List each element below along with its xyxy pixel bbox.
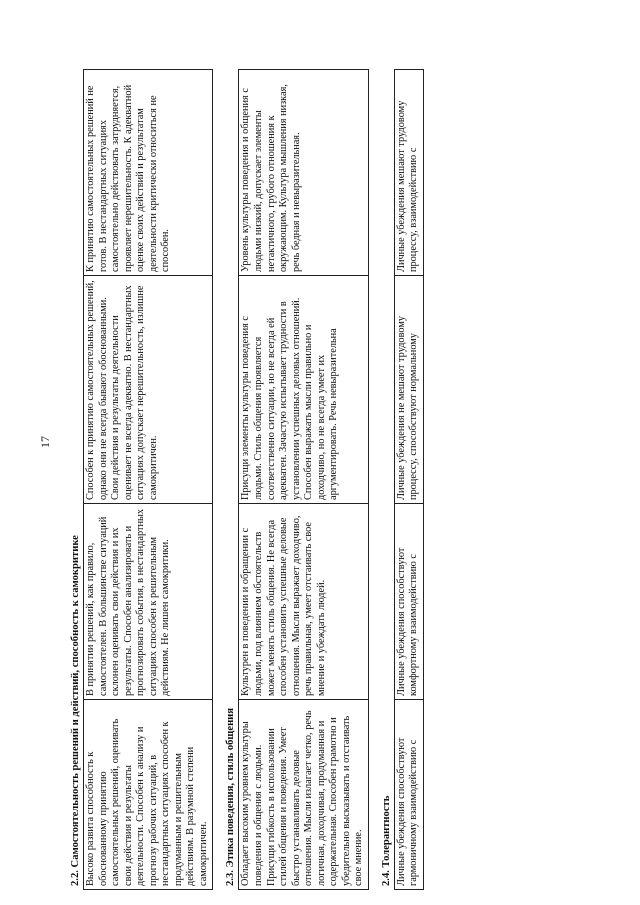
table-row <box>239 70 368 890</box>
table-cell: Высоко развита способность к обоснованному принятию самостоятельных решений, оценивать свои действия и результаты деятельности. Способен к анализу и прогнозу рабочих ситуаций, в нестандартных ситуациях способен к продуманным и решительным действиям. В разумной степени самокритичен. <box>84 700 213 890</box>
table-cell: К принятию самостоятельных решений не готов. В нестандартных ситуациях самостоятельно действовать затрудняется, проявляет нерешительность. К адекватной оценке своих действий и результатам деятельности критически относиться не способен. <box>84 70 213 276</box>
table-row <box>84 70 213 890</box>
section-heading: 2.2. Самостоятельность решений и действий, способность к самокритике <box>70 535 81 886</box>
criteria-table <box>394 69 424 890</box>
table-cell: Личные убеждения способствуют гармоничному взаимодействию с <box>394 700 423 890</box>
criteria-table <box>238 69 368 890</box>
table-cell: Личные убеждения не мешают трудовому процессу, способствуют нормальному <box>394 276 423 504</box>
section-ethics <box>225 70 368 890</box>
section-heading: 2.4. Толерантность <box>380 795 392 886</box>
rotated-content <box>70 70 580 890</box>
section-heading: 2.3. Этика поведения, стиль общения <box>225 707 237 886</box>
table-cell: В принятии решений, как правило, самостоятелен. В большинстве ситуаций склонен оценивать свои действия и их результаты. Способен анализировать и прогнозировать события, в нестандартных ситуациях способен к решительным действиям. Не лишен самокритики. <box>84 504 213 700</box>
section-tolerance <box>381 70 424 890</box>
table-cell: Личные убеждения мешают трудовому процессу, взаимодействию с <box>394 70 423 276</box>
page-number: 17 <box>38 436 52 448</box>
table-cell: Обладает высоким уровнем культуры поведения и общения с людьми. Присущи гибкость в использовании стилей общения и поведения. Умеет быстро устанавливать деловые отношения. Мысли излагает четко, речь логичная, доходчивая, продуманная и содержательная. Способен грамотно и убедительно высказывать и отстаивать свое мнение. <box>239 700 368 890</box>
table-row <box>394 70 423 890</box>
table-cell: Способен к принятию самостоятельных решений, однако они не всегда бывают обоснованными. Свои действия и результаты деятельности оценивает не всегда адекватно. В нестандартных ситуациях допускает нерешительность, излишне самокритичен. <box>84 276 213 504</box>
table-cell: Уровень культуры поведения и общения с людьми низкий, допускает элементы нетактичного, грубого отношения к окружающим. Культура мышления низкая, речь бедная и невыразительная. <box>239 70 368 276</box>
table-cell: Культурен в поведении и обращении с людьми, под влиянием обстоятельств может менять стиль общения. Не всегда способен установить успешные деловые отношения. Мысли выражает доходчиво, речь правильная, умеет отстаивать свое мнение и убеждать людей. <box>239 504 368 700</box>
table-cell: Присущи элементы культуры поведения с людьми. Стиль общения проявляется соответственно ситуации, но не всегда ей адекватен. Зачастую испытывает трудности в установлении успешных деловых отношений. Способен выражать мысли правильно и доходчиво, но не всегда умеет их аргументировать. Речь невыразительна <box>239 276 368 504</box>
criteria-table <box>83 69 213 890</box>
table-cell: Личные убеждения способствуют комфортному взаимодействию с <box>394 504 423 700</box>
section-self-reliance <box>70 70 213 890</box>
